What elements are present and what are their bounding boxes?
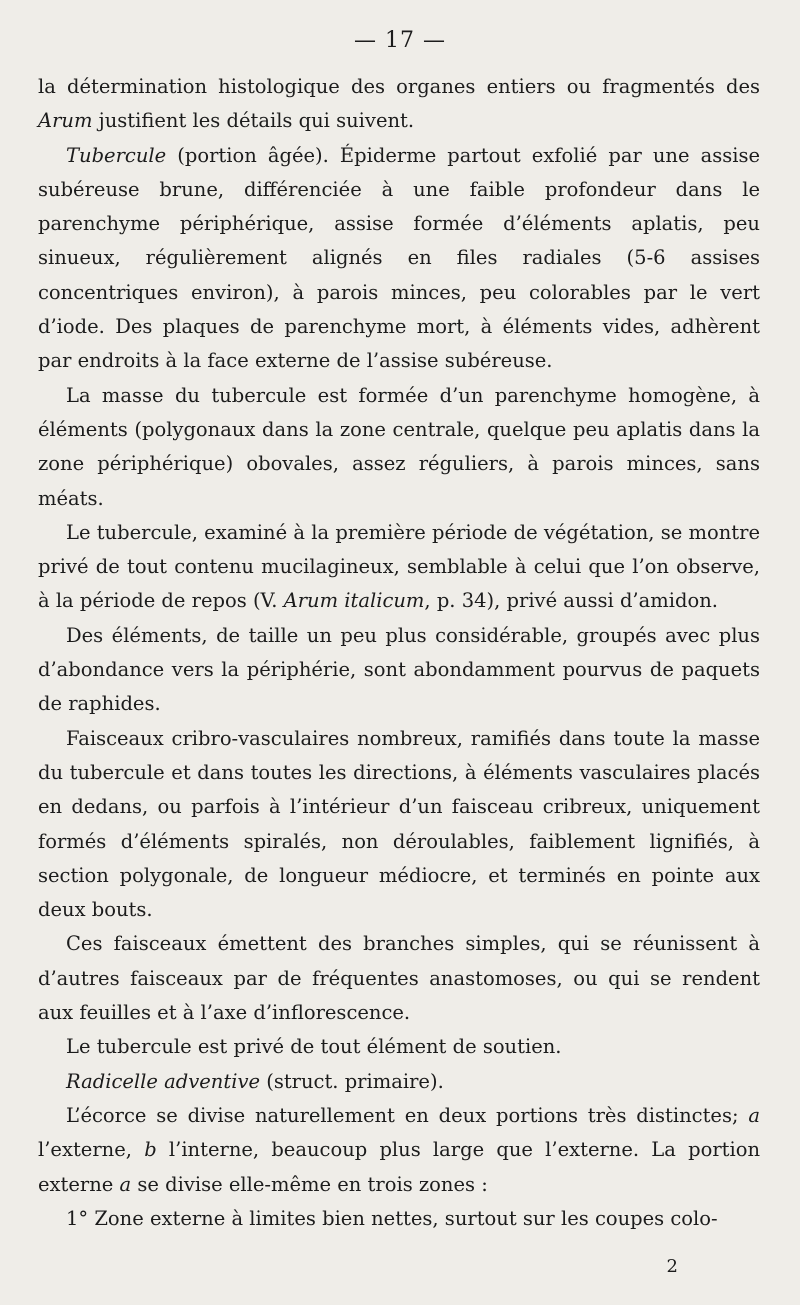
paragraph: La masse du tubercule est formée d’un parenchyme homogène, à éléments (polygonaux dans la zone centrale, quelque peu aplatis dans la zone périphérique) obovales, assez réguliers, à parois minces, sans méats. bbox=[38, 383, 760, 510]
italic-term: Arum italicum bbox=[283, 589, 425, 613]
paragraph: Le tubercule est privé de tout élément de soutien. bbox=[66, 1035, 562, 1059]
paragraph: L’écorce se divise naturellement en deux portions très distinctes; a l’externe, b l’interne, beaucoup plus large que l’externe. La portion externe a se divise elle-même en trois zones : bbox=[38, 1103, 761, 1196]
paragraph: Le tubercule, examiné à la première période de végétation, se montre privé de tout contenu mucilagineux, semblable à celui que l’on observe, à la période de repos (V. Arum italicum, p. 34), privé aussi d’amidon. bbox=[38, 520, 760, 613]
paragraph: Des éléments, de taille un peu plus considérable, groupés avec plus d’abondance vers la périphérie, sont abondamment pourvus de paquets de raphides. bbox=[38, 623, 760, 716]
signature-mark: 2 bbox=[666, 1256, 678, 1277]
section-heading: Tubercule bbox=[66, 143, 167, 167]
paragraph: la détermination histologique des organes entiers ou fragmentés des Arum justifient les détails qui suivent. bbox=[38, 75, 760, 133]
paragraph: 1° Zone externe à limites bien nettes, surtout sur les coupes colo- bbox=[66, 1206, 718, 1230]
paragraph: Ces faisceaux émettent des branches simples, qui se réunissent à d’autres faisceaux par de fréquentes anastomoses, ou qui se rendent aux feuilles et à l’axe d’inflorescence. bbox=[38, 932, 760, 1025]
section-heading: Radicelle adventive bbox=[66, 1069, 261, 1093]
italic-term: Arum bbox=[38, 109, 93, 133]
paragraph: Faisceaux cribro-vasculaires nombreux, ramifiés dans toute la masse du tubercule et dans toutes les directions, à éléments vasculaires placés en dedans, ou parfois à l’intérieur d’un faisceau cribreux, uniquement formés d’éléments spiralés, non déroulables, faiblement lignifiés, à section polygonale, de longueur médiocre, et terminés en pointe aux deux bouts. bbox=[38, 726, 760, 922]
paragraph: Radicelle adventive (struct. primaire). bbox=[66, 1069, 444, 1093]
page-number: — 17 — bbox=[354, 28, 446, 53]
body-text bbox=[38, 70, 760, 1236]
paragraph: Tubercule (portion âgée). Épiderme partout exfolié par une assise subéreuse brune, différenciée à une faible profondeur dans le parenchyme périphérique, assise formée d’éléments aplatis, peu sinueux, régulièrement alignés en files radiales (5-6 assises concentriques environ), à parois minces, peu colorables par le vert d’iode. Des plaques de parenchyme mort, à éléments vides, adhèrent par endroits à la face externe de l’assise subéreuse. bbox=[38, 143, 760, 373]
